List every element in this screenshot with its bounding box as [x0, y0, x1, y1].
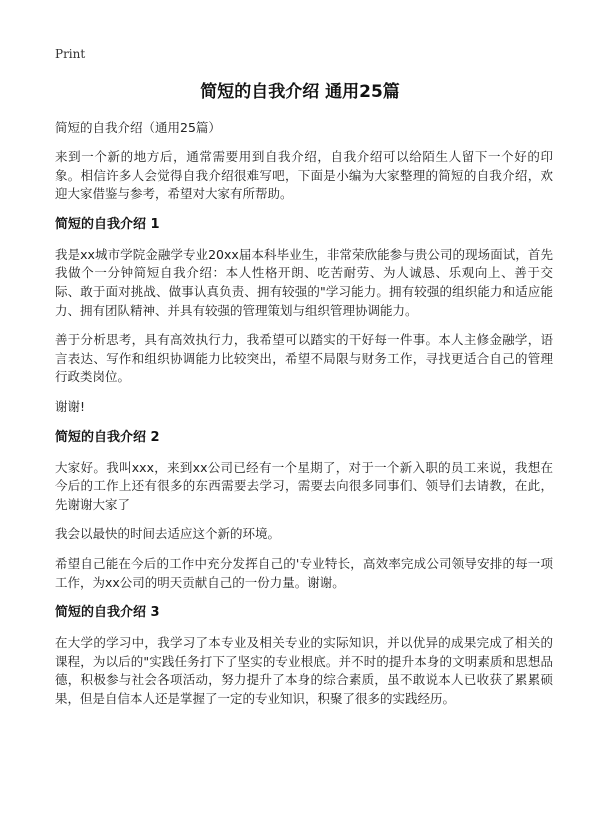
page-title: 简短的自我介绍 通用25篇	[200, 82, 400, 102]
section-2-paragraph-3: 希望自己能在今后的工作中充分发挥自己的'专业特长，高效率完成公司领导安排的每一项工作，为xx公司的明天贡献自己的一份力量。谢谢。	[55, 555, 553, 590]
section-2-paragraph-2: 我会以最快的时间去适应这个新的环境。	[55, 526, 281, 542]
article-body	[55, 119, 553, 719]
section-1-paragraph-1: 我是xx城市学院金融学专业20xx届本科毕业生，非常荣欣能参与贵公司的现场面试，首先我做个一分钟简短自我介绍：本人性格开朗、吃苦耐劳、为人诚恳、乐观向上、善于交际、敢于面对挑战、做事认真负责、拥有较强的"学习能力。拥有较强的组织能力和适应能力、拥有团队精神、并具有较强的管理策划与组织管理协调能力。	[55, 246, 553, 318]
intro-paragraph: 来到一个新的地方后，通常需要用到自我介绍，自我介绍可以给陌生人留下一个好的印象。相信许多人会觉得自我介绍很难写吧，下面是小编为大家整理的简短的自我介绍，欢迎大家借鉴与参考，希望对大家有所帮助。	[55, 149, 553, 202]
section-heading-3: 简短的自我介绍 3	[55, 605, 160, 621]
section-heading-2: 简短的自我介绍 2	[55, 429, 160, 445]
print-link[interactable]: Print	[55, 47, 86, 61]
section-1-paragraph-3: 谢谢!	[55, 398, 86, 414]
section-1-paragraph-2: 善于分析思考，具有高效执行力，我希望可以踏实的干好每一件事。本人主修金融学，语言表达、写作和组织协调能力比较突出，希望不局限与财务工作，寻找更适合自己的管理行政类岗位。	[55, 332, 553, 385]
article-subtitle: 简短的自我介绍（通用25篇）	[55, 120, 221, 135]
section-2-paragraph-1: 大家好。我叫xxx，来到xx公司已经有一个星期了，对于一个新入职的员工来说，我想在今后的工作上还有很多的东西需要去学习，需要去向很多同事们、领导们去请教，在此，先谢谢大家了	[55, 459, 553, 512]
section-heading-1: 简短的自我介绍 1	[55, 216, 160, 232]
section-3-paragraph-1: 在大学的学习中，我学习了本专业及相关专业的实际知识，并以优异的成果完成了相关的课程，为以后的"实践任务打下了坚实的专业根底。并不时的提升本身的文明素质和思想品德，积极参与社会各项活动，努力提升了本身的综合素质，虽不敢说本人已收获了累累硕果，但是自信本人还是掌握了一定的专业知识，积聚了很多的实践经历。	[55, 635, 553, 706]
